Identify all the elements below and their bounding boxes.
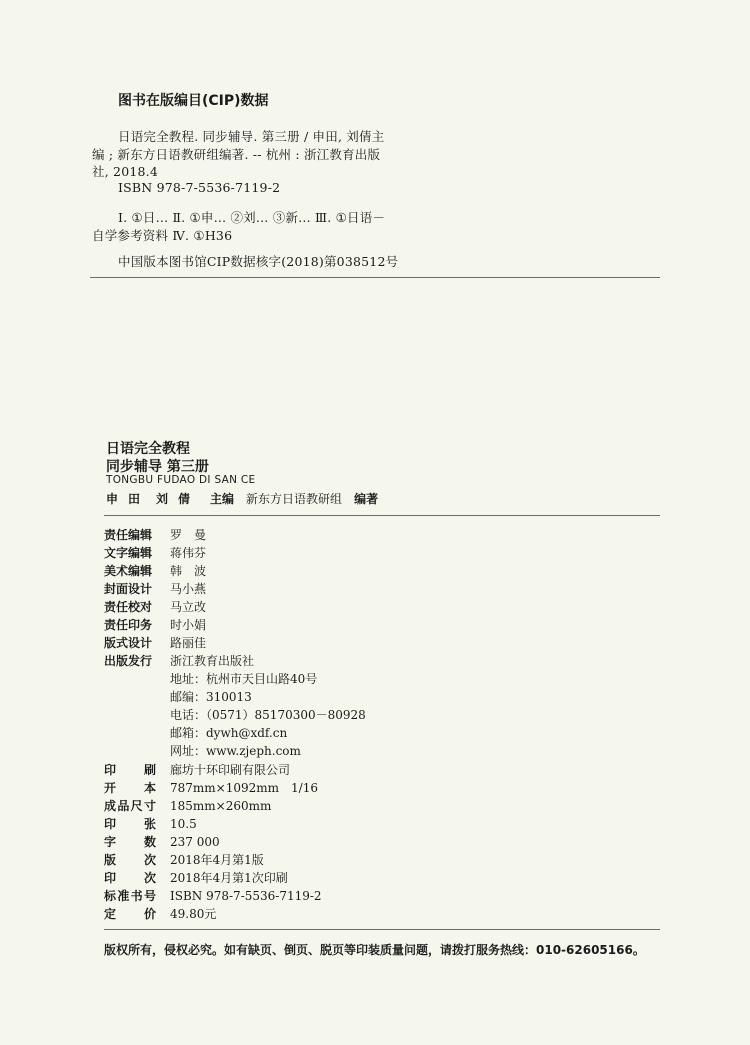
spec-label: 开本 [104,781,156,795]
credit-value: 蒋伟芬 [170,546,207,560]
publisher-email: 邮箱：dywh@xdf.cn [170,726,288,740]
credit-value: 罗 曼 [170,528,207,542]
book-pinyin-title: TONGBU FUDAO DI SAN CE [106,474,256,486]
cip-line: 中国版本图书馆CIP数据核字(2018)第038512号 [118,254,399,269]
spec-value: 237 000 [170,835,220,849]
spec-value: 廊坊十环印刷有限公司 [170,763,291,777]
cip-line: 自学参考资料 Ⅳ. ①H36 [92,228,233,243]
credit-label: 美术编辑 [104,564,153,578]
credit-label: 责任印务 [104,618,153,632]
spec-label: 印次 [104,871,156,885]
cip-line: Ⅰ. ①日… Ⅱ. ①申… ②刘… ③新… Ⅲ. ①日语－ [118,210,386,225]
author-role: 主编 [210,492,235,506]
author-name: 申田 [106,492,151,506]
credit-label: 封面设计 [104,582,153,596]
publisher-address: 地址：杭州市天目山路40号 [170,672,318,686]
author-org: 新东方日语教研组 [246,492,343,506]
spec-value: 2018年4月第1版 [170,853,264,867]
credit-value: 时小娟 [170,618,207,632]
cip-title: 图书在版编目(CIP)数据 [118,93,269,109]
title-divider [104,515,660,516]
cip-line: 编 ; 新东方日语教研组编著. -- 杭州 : 浙江教育出版 [92,147,381,162]
spec-label: 印刷 [104,763,156,777]
credit-label: 出版发行 [104,654,153,668]
credit-value: 马小燕 [170,582,207,596]
spec-label: 标准书号 [104,889,156,903]
cip-divider [90,277,660,278]
credit-value: 韩 波 [170,564,207,578]
spec-value: ISBN 978-7-5536-7119-2 [170,889,322,903]
spec-value: 787mm×1092mm 1/16 [170,781,318,795]
publisher-website: 网址：www.zjeph.com [170,744,301,758]
spec-label: 定价 [104,907,156,921]
spec-label: 成品尺寸 [104,799,156,813]
credit-label: 责任校对 [104,600,153,614]
credit-label: 文字编辑 [104,546,153,560]
cip-line: ISBN 978-7-5536-7119-2 [118,180,281,195]
spec-label: 印张 [104,817,156,831]
author-role: 编著 [354,492,379,506]
credit-label: 版式设计 [104,636,153,650]
spec-value: 49.80元 [170,907,217,921]
publisher-phone: 电话：（0571）85170300－80928 [170,708,366,722]
credit-value: 浙江教育出版社 [170,654,255,668]
book-subtitle: 同步辅导 第三册 [106,459,209,475]
credit-value: 路丽佳 [170,636,207,650]
publisher-postcode: 邮编：310013 [170,690,252,704]
book-title: 日语完全教程 [106,441,190,457]
cip-line: 日语完全教程. 同步辅导. 第三册 / 申田, 刘倩主 [118,129,385,144]
authors-line [106,490,378,507]
author-name: 刘倩 [156,492,201,506]
spec-label: 字数 [104,835,156,849]
credit-label: 责任编辑 [104,528,153,542]
footer-divider [104,929,660,930]
credit-value: 马立改 [170,600,207,614]
spec-value: 2018年4月第1次印刷 [170,871,288,885]
spec-value: 185mm×260mm [170,799,272,813]
spec-label: 版次 [104,853,156,867]
copyright-notice: 版权所有，侵权必究。如有缺页、倒页、脱页等印装质量问题，请拨打服务热线：010-62605166。 [104,943,645,957]
cip-line: 社, 2018.4 [92,164,158,179]
spec-value: 10.5 [170,817,197,831]
